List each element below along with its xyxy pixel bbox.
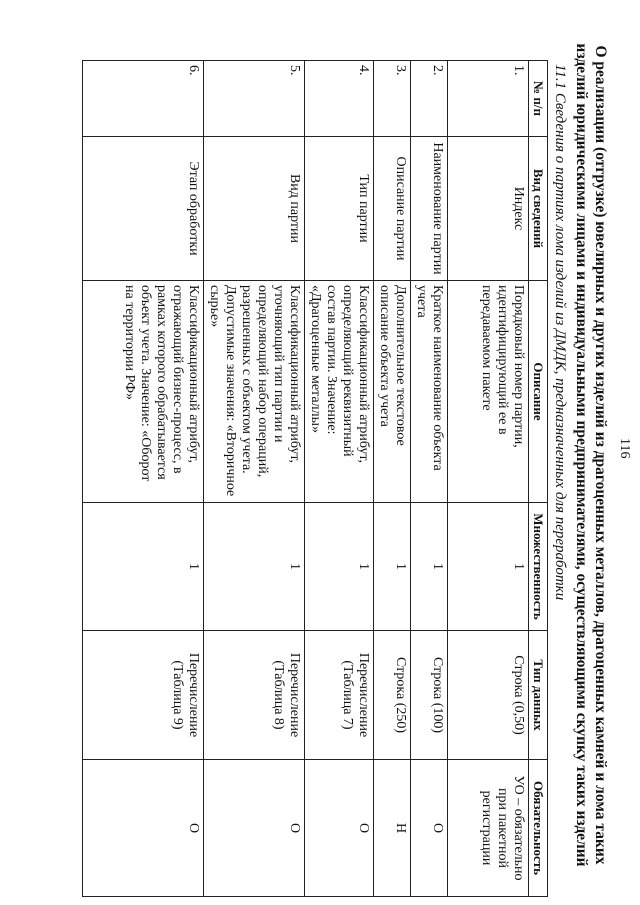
- row-req: О: [305, 760, 374, 897]
- row-mult: 1: [411, 503, 448, 631]
- header-type: Тип данных: [529, 631, 548, 760]
- table-row: [305, 61, 374, 897]
- row-num: 6.: [83, 61, 204, 137]
- row-req: Н: [374, 760, 411, 897]
- row-desc: Классификационный атрибут, отражающий бизнес-процесс, в рамках которого обрабатывается объект учета. Значение: «Оборот на территории РФ»: [83, 281, 204, 503]
- row-type: Перечисление (Таблица 8): [204, 631, 305, 760]
- row-kind: Наименование партии: [411, 137, 448, 281]
- row-req: О: [83, 760, 204, 897]
- row-kind: Индекс: [448, 137, 529, 281]
- row-desc: Краткое наименование объекта учета: [411, 281, 448, 503]
- section-title: 11.1 Сведения о партиях лома изделий из ДМДК, предназначенных для переработки: [552, 64, 568, 601]
- table-header-row: [529, 61, 548, 897]
- row-desc: Дополнительное текстовое описание объекта учета: [374, 281, 411, 503]
- header-desc: Описание: [529, 281, 548, 503]
- table-row: [374, 61, 411, 897]
- row-mult: 1: [305, 503, 374, 631]
- row-req: УО – обязательно при пакетной регистрации: [448, 760, 529, 897]
- row-kind: Тип партии: [305, 137, 374, 281]
- data-table: [82, 60, 548, 897]
- page-heading: О реализации (отгрузке) ювелирных и других изделий из драгоценных металлов, драгоценных камней и лома таких изделий юридическими лицами и индивидуальными предпринимателями, осуществляющими скупку таких изделий: [573, 43, 609, 867]
- row-kind: Этап обработки: [83, 137, 204, 281]
- row-num: 2.: [411, 61, 448, 137]
- header-kind: Вид сведений: [529, 137, 548, 281]
- row-mult: 1: [83, 503, 204, 631]
- row-type: Перечисление (Таблица 9): [83, 631, 204, 760]
- table-row: [448, 61, 529, 897]
- row-type: Строка (100): [411, 631, 448, 760]
- row-num: 1.: [448, 61, 529, 137]
- row-num: 3.: [374, 61, 411, 137]
- row-mult: 1: [204, 503, 305, 631]
- row-req: О: [204, 760, 305, 897]
- row-type: Строка (250): [374, 631, 411, 760]
- header-req: Обязательность: [529, 760, 548, 897]
- row-mult: 1: [448, 503, 529, 631]
- header-num: № п/п: [529, 61, 548, 137]
- table-row: [83, 61, 204, 897]
- table-row: [204, 61, 305, 897]
- row-type: Строка (0,50): [448, 631, 529, 760]
- row-desc: Классификационный атрибут, определяющий реквизитный состав партии. Значение: «Драгоценные металлы»: [305, 281, 374, 503]
- row-req: О: [411, 760, 448, 897]
- row-num: 4.: [305, 61, 374, 137]
- row-mult: 1: [374, 503, 411, 631]
- row-desc: Классификационный атрибут, уточняющий тип партии и определяющий набор операций, разрешенных с объектом учета. Допустимые значения: «Вторичное сырье»: [204, 281, 305, 503]
- row-num: 5.: [204, 61, 305, 137]
- header-mult: Множественность: [529, 503, 548, 631]
- row-desc: Порядковый номер партии, идентифицирующий ее в передаваемом пакете: [448, 281, 529, 503]
- row-type: Перечисление (Таблица 7): [305, 631, 374, 760]
- row-kind: Вид партии: [204, 137, 305, 281]
- page-number: 116: [617, 438, 632, 459]
- row-kind: Описание партии: [374, 137, 411, 281]
- table-row: [411, 61, 448, 897]
